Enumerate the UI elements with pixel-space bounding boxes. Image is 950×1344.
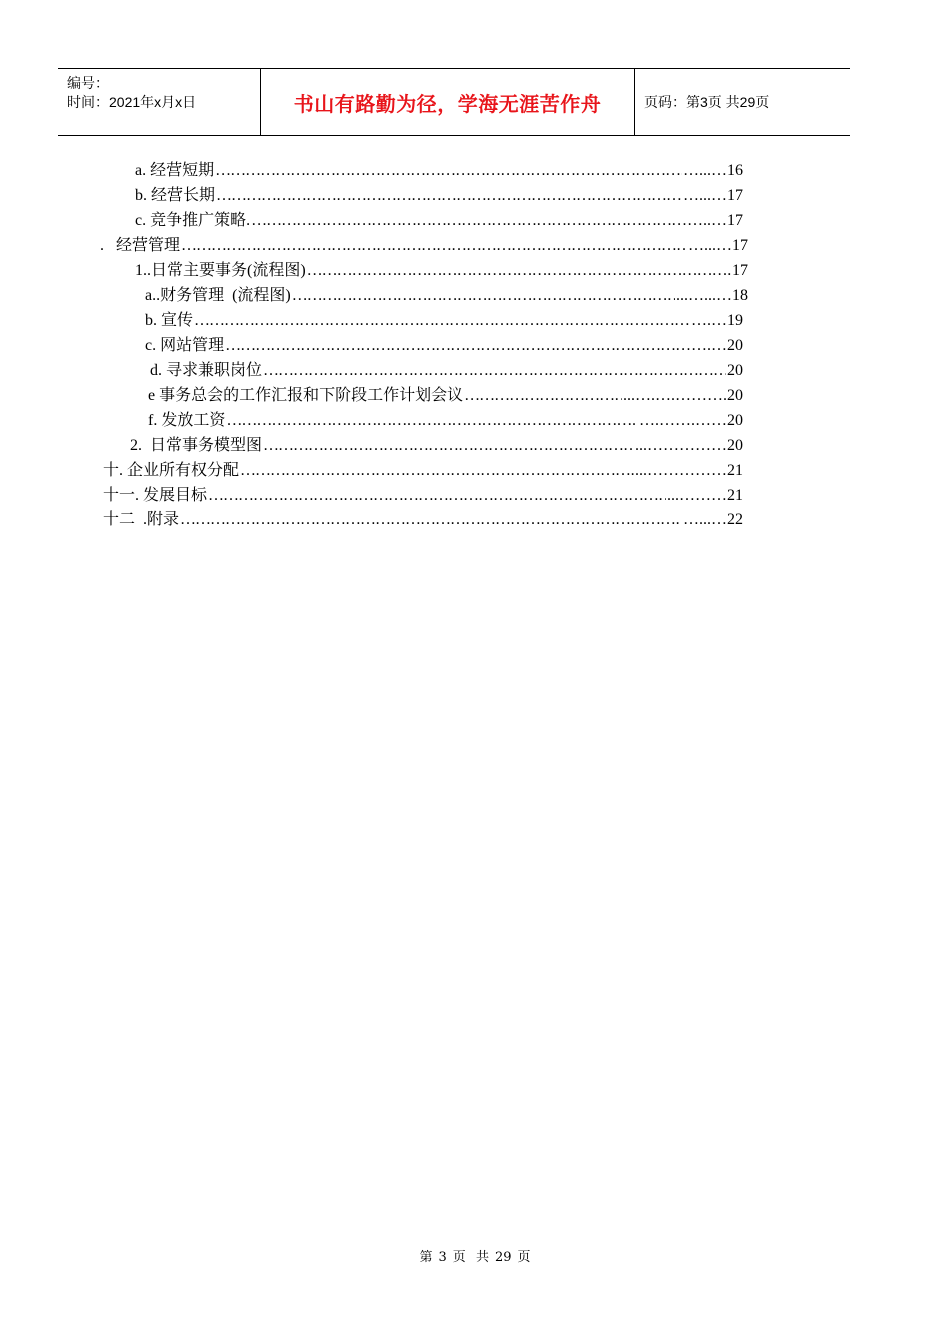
toc-entry-label: b. 经营长期 [135,187,216,204]
toc-entry-label: c. 网站管理 [145,337,225,354]
toc-leader [225,334,690,358]
toc-leader [226,409,638,433]
toc-entry-label: f. 发放工资 [148,412,226,429]
toc-entry [135,259,748,283]
header-meta [58,69,261,135]
toc-entry-label: 2. 日常事务模型图 [130,437,263,454]
toc-leader [208,484,666,508]
toc-leader [464,384,622,408]
toc-leader [307,259,731,283]
toc-entry-label: a..财务管理 (流程图) [145,287,291,304]
footer-page-prefix: 第 [419,1250,433,1265]
toc-entry [148,384,743,408]
toc-entry [135,209,743,233]
doc-number-label: 编号： [67,75,109,91]
toc-entry-page: 17 [732,262,748,279]
toc-leader [251,209,686,233]
toc-entry-label: e 事务总会的工作汇报和下阶段工作计划会议 [148,387,464,404]
doc-time-label: 时间：2021年x月x日 [67,94,197,110]
toc-entry-page: …...…16 [683,162,743,179]
toc-entry-page: ...………21 [667,487,743,504]
toc-entry [103,484,743,508]
toc-entry-page: 20 [727,362,743,379]
motto-text: 书山有路勤为径，学海无涯苦作舟 [293,91,602,116]
toc-entry [130,434,743,458]
toc-entry [145,284,748,308]
toc-entry-label: 十一. 发展目标 [103,487,208,504]
page-header [58,68,850,136]
toc-entry-label: 1..日常主要事务(流程图) [135,262,306,279]
toc-entry [145,309,743,333]
toc-entry [150,359,743,383]
toc-entry-page: …..…17 [687,212,743,229]
footer-page-number: 3 [438,1250,447,1265]
toc-leader [180,508,682,532]
toc-entry-page: ...……………21 [635,462,743,479]
toc-entry-page: ….…….……20 [639,412,743,429]
toc-entry [100,234,748,258]
toc-entry [148,409,743,433]
toc-entry-label: b. 宣传 [145,312,194,329]
toc-leader [263,359,726,383]
toc-entry [135,159,743,183]
toc-entry-label: c. 竞争推广策略. [135,212,251,229]
toc-entry [135,184,743,208]
footer-page-unit: 页 [452,1250,466,1265]
header-page-label: 页码：第3页 共29页 [644,94,770,110]
toc-leader [263,434,634,458]
toc-entry [145,334,743,358]
toc-entry-label: . 经营管理 [100,237,181,254]
toc-leader [292,284,675,308]
toc-entry-page: …...…17 [683,187,743,204]
toc-leader [194,309,690,333]
toc-entry-page: …...…22 [683,511,743,528]
toc-entry [103,508,743,532]
toc-entry-page: ...…...…18 [676,287,748,304]
toc-leader [216,184,682,208]
toc-leader [240,459,634,483]
toc-entry-page: ...……………20 [635,437,743,454]
header-motto [261,69,635,135]
footer-total-prefix: 共 [475,1250,489,1265]
footer-total-unit: 页 [517,1250,531,1265]
toc-leader [181,234,687,258]
toc-entry-label: 十二 .附录 [103,511,180,528]
toc-entry [103,459,743,483]
toc-entry-page: ….…19 [691,312,743,329]
toc-entry-page: ...….….……….20 [623,387,743,404]
page-footer [0,1246,950,1265]
toc-entry-page: ….…20 [691,337,743,354]
footer-total-number: 29 [494,1250,512,1265]
toc-leader [215,159,682,183]
toc-entry-label: d. 寻求兼职岗位 [150,362,263,379]
toc-entry-page: …...…17 [688,237,748,254]
toc-entry-label: 十. 企业所有权分配 [103,462,240,479]
toc-entry-label: a. 经营短期 [135,162,215,179]
